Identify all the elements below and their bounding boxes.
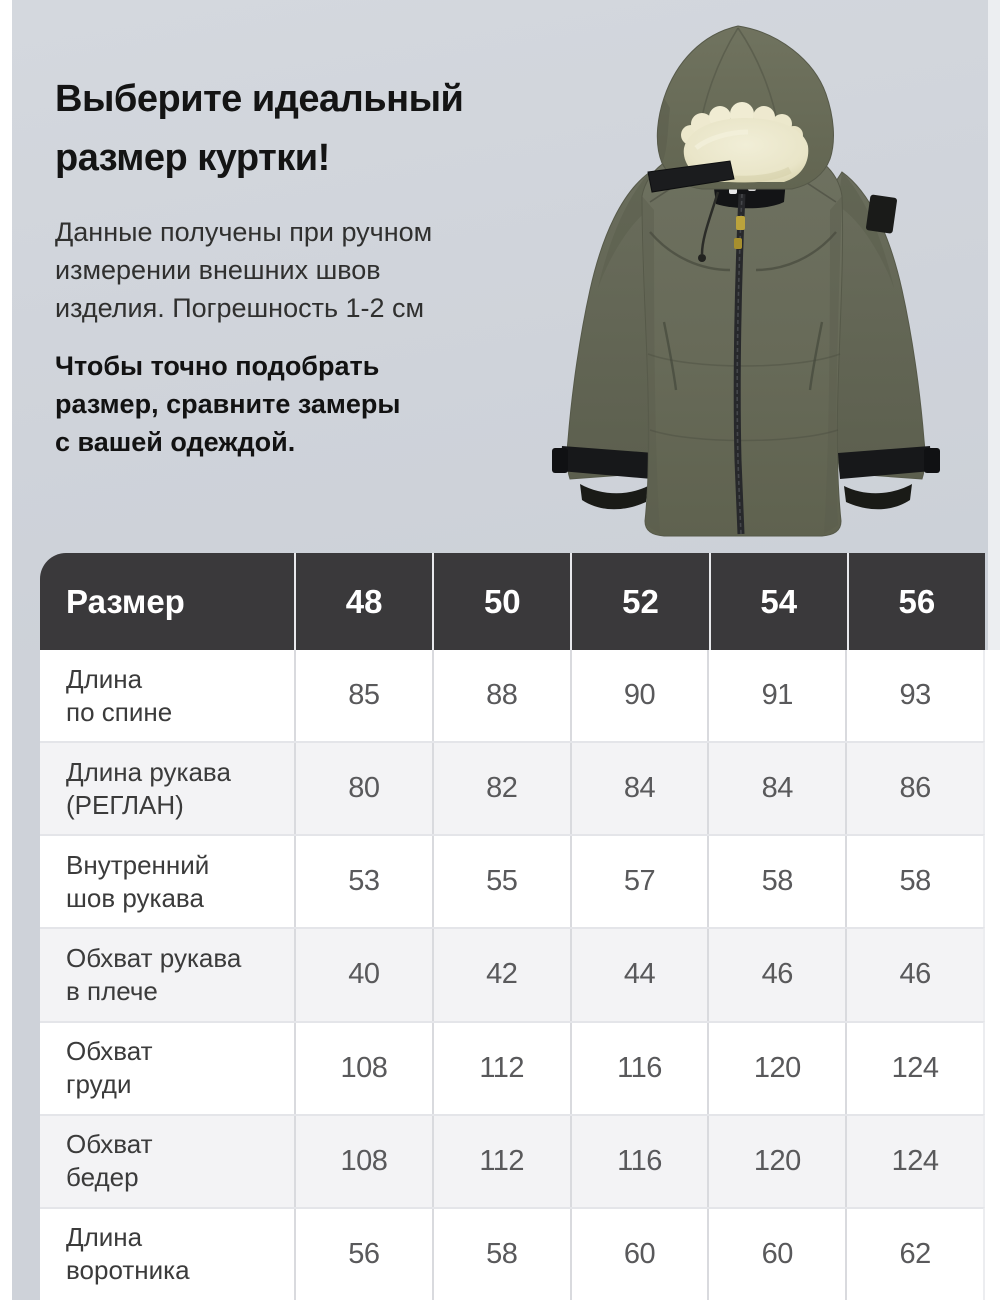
- size-value-cell: 82: [432, 743, 570, 834]
- size-value-cell: 46: [707, 929, 845, 1020]
- table-header-row: [40, 553, 985, 650]
- measurement-info-text: [55, 213, 432, 327]
- row-label: [40, 743, 294, 834]
- size-value-cell: 58: [707, 836, 845, 927]
- size-value-cell: 120: [707, 1116, 845, 1207]
- row-label-line: воротника: [66, 1255, 190, 1286]
- size-value-cell: 56: [294, 1209, 432, 1300]
- size-value-cell: 120: [707, 1023, 845, 1114]
- size-value-cell: 57: [570, 836, 708, 927]
- size-value-cell: 58: [432, 1209, 570, 1300]
- background-strip-left: [12, 650, 40, 1300]
- row-label-line: Длина: [66, 663, 143, 694]
- size-value-cell: 124: [845, 1023, 983, 1114]
- row-label: [40, 650, 294, 741]
- size-value-cell: 42: [432, 929, 570, 1020]
- info-line: измерении внешних швов: [55, 255, 381, 285]
- header-size-label: Размер: [66, 582, 185, 620]
- size-value-cell: 55: [432, 836, 570, 927]
- row-label-line: Обхват: [66, 1036, 153, 1067]
- header-size-cell: 52: [570, 553, 708, 650]
- header-size-cell: 48: [294, 553, 432, 650]
- size-value-cell: 58: [845, 836, 983, 927]
- header-size-cell: 56: [847, 553, 985, 650]
- table-row: [40, 1207, 985, 1300]
- note-line: размер, сравните замеры: [55, 389, 401, 419]
- size-value-cell: 108: [294, 1116, 432, 1207]
- info-line: изделия. Погрешность 1-2 см: [55, 293, 425, 323]
- size-value-cell: 112: [432, 1116, 570, 1207]
- sleeve-logo-patch: [866, 194, 898, 233]
- row-label-line: (РЕГЛАН): [66, 789, 184, 820]
- size-value-cell: 62: [845, 1209, 983, 1300]
- row-label: [40, 836, 294, 927]
- size-value-cell: 40: [294, 929, 432, 1020]
- size-value-cell: 80: [294, 743, 432, 834]
- row-label-line: Длина рукава: [66, 756, 231, 787]
- row-label-line: Длина: [66, 1222, 143, 1253]
- row-label-line: груди: [66, 1069, 132, 1100]
- size-value-cell: 84: [570, 743, 708, 834]
- table-body: [40, 650, 985, 1300]
- header-size-cell: 54: [709, 553, 847, 650]
- size-value-cell: 116: [570, 1116, 708, 1207]
- row-label: [40, 1209, 294, 1300]
- size-value-cell: 90: [570, 650, 708, 741]
- row-label-line: Обхват: [66, 1129, 153, 1160]
- note-line: Чтобы точно подобрать: [55, 351, 380, 381]
- row-label: [40, 929, 294, 1020]
- size-value-cell: 60: [570, 1209, 708, 1300]
- size-value-cell: 124: [845, 1116, 983, 1207]
- background-strip-right: [988, 0, 1000, 650]
- table-row: [40, 834, 985, 927]
- row-label: [40, 1116, 294, 1207]
- jacket-image: [550, 20, 955, 548]
- page-title: [55, 70, 463, 188]
- size-value-cell: 44: [570, 929, 708, 1020]
- table-row: [40, 741, 985, 834]
- advice-note-text: [55, 347, 400, 461]
- size-value-cell: 112: [432, 1023, 570, 1114]
- row-label: [40, 1023, 294, 1114]
- table-row: [40, 650, 985, 741]
- page-title-line: размер куртки!: [55, 137, 330, 179]
- info-line: Данные получены при ручном: [55, 217, 433, 247]
- size-value-cell: 116: [570, 1023, 708, 1114]
- size-value-cell: 93: [845, 650, 983, 741]
- size-value-cell: 108: [294, 1023, 432, 1114]
- size-table: [40, 553, 985, 1300]
- size-value-cell: 88: [432, 650, 570, 741]
- table-row: [40, 927, 985, 1020]
- row-label-line: шов рукава: [66, 882, 204, 913]
- row-label-line: по спине: [66, 696, 173, 727]
- table-row: [40, 1114, 985, 1207]
- size-value-cell: 53: [294, 836, 432, 927]
- size-value-cell: 46: [845, 929, 983, 1020]
- size-value-cell: 91: [707, 650, 845, 741]
- row-label-line: Обхват рукава: [66, 942, 242, 973]
- row-label-line: бедер: [66, 1162, 139, 1193]
- size-value-cell: 86: [845, 743, 983, 834]
- row-label-line: в плече: [66, 975, 158, 1006]
- table-row: [40, 1021, 985, 1114]
- size-value-cell: 85: [294, 650, 432, 741]
- header-size-cell: 50: [432, 553, 570, 650]
- row-label-line: Внутренний: [66, 849, 210, 880]
- size-value-cell: 84: [707, 743, 845, 834]
- size-value-cell: 60: [707, 1209, 845, 1300]
- page-title-line: Выберите идеальный: [55, 78, 464, 120]
- note-line: с вашей одеждой.: [55, 427, 296, 457]
